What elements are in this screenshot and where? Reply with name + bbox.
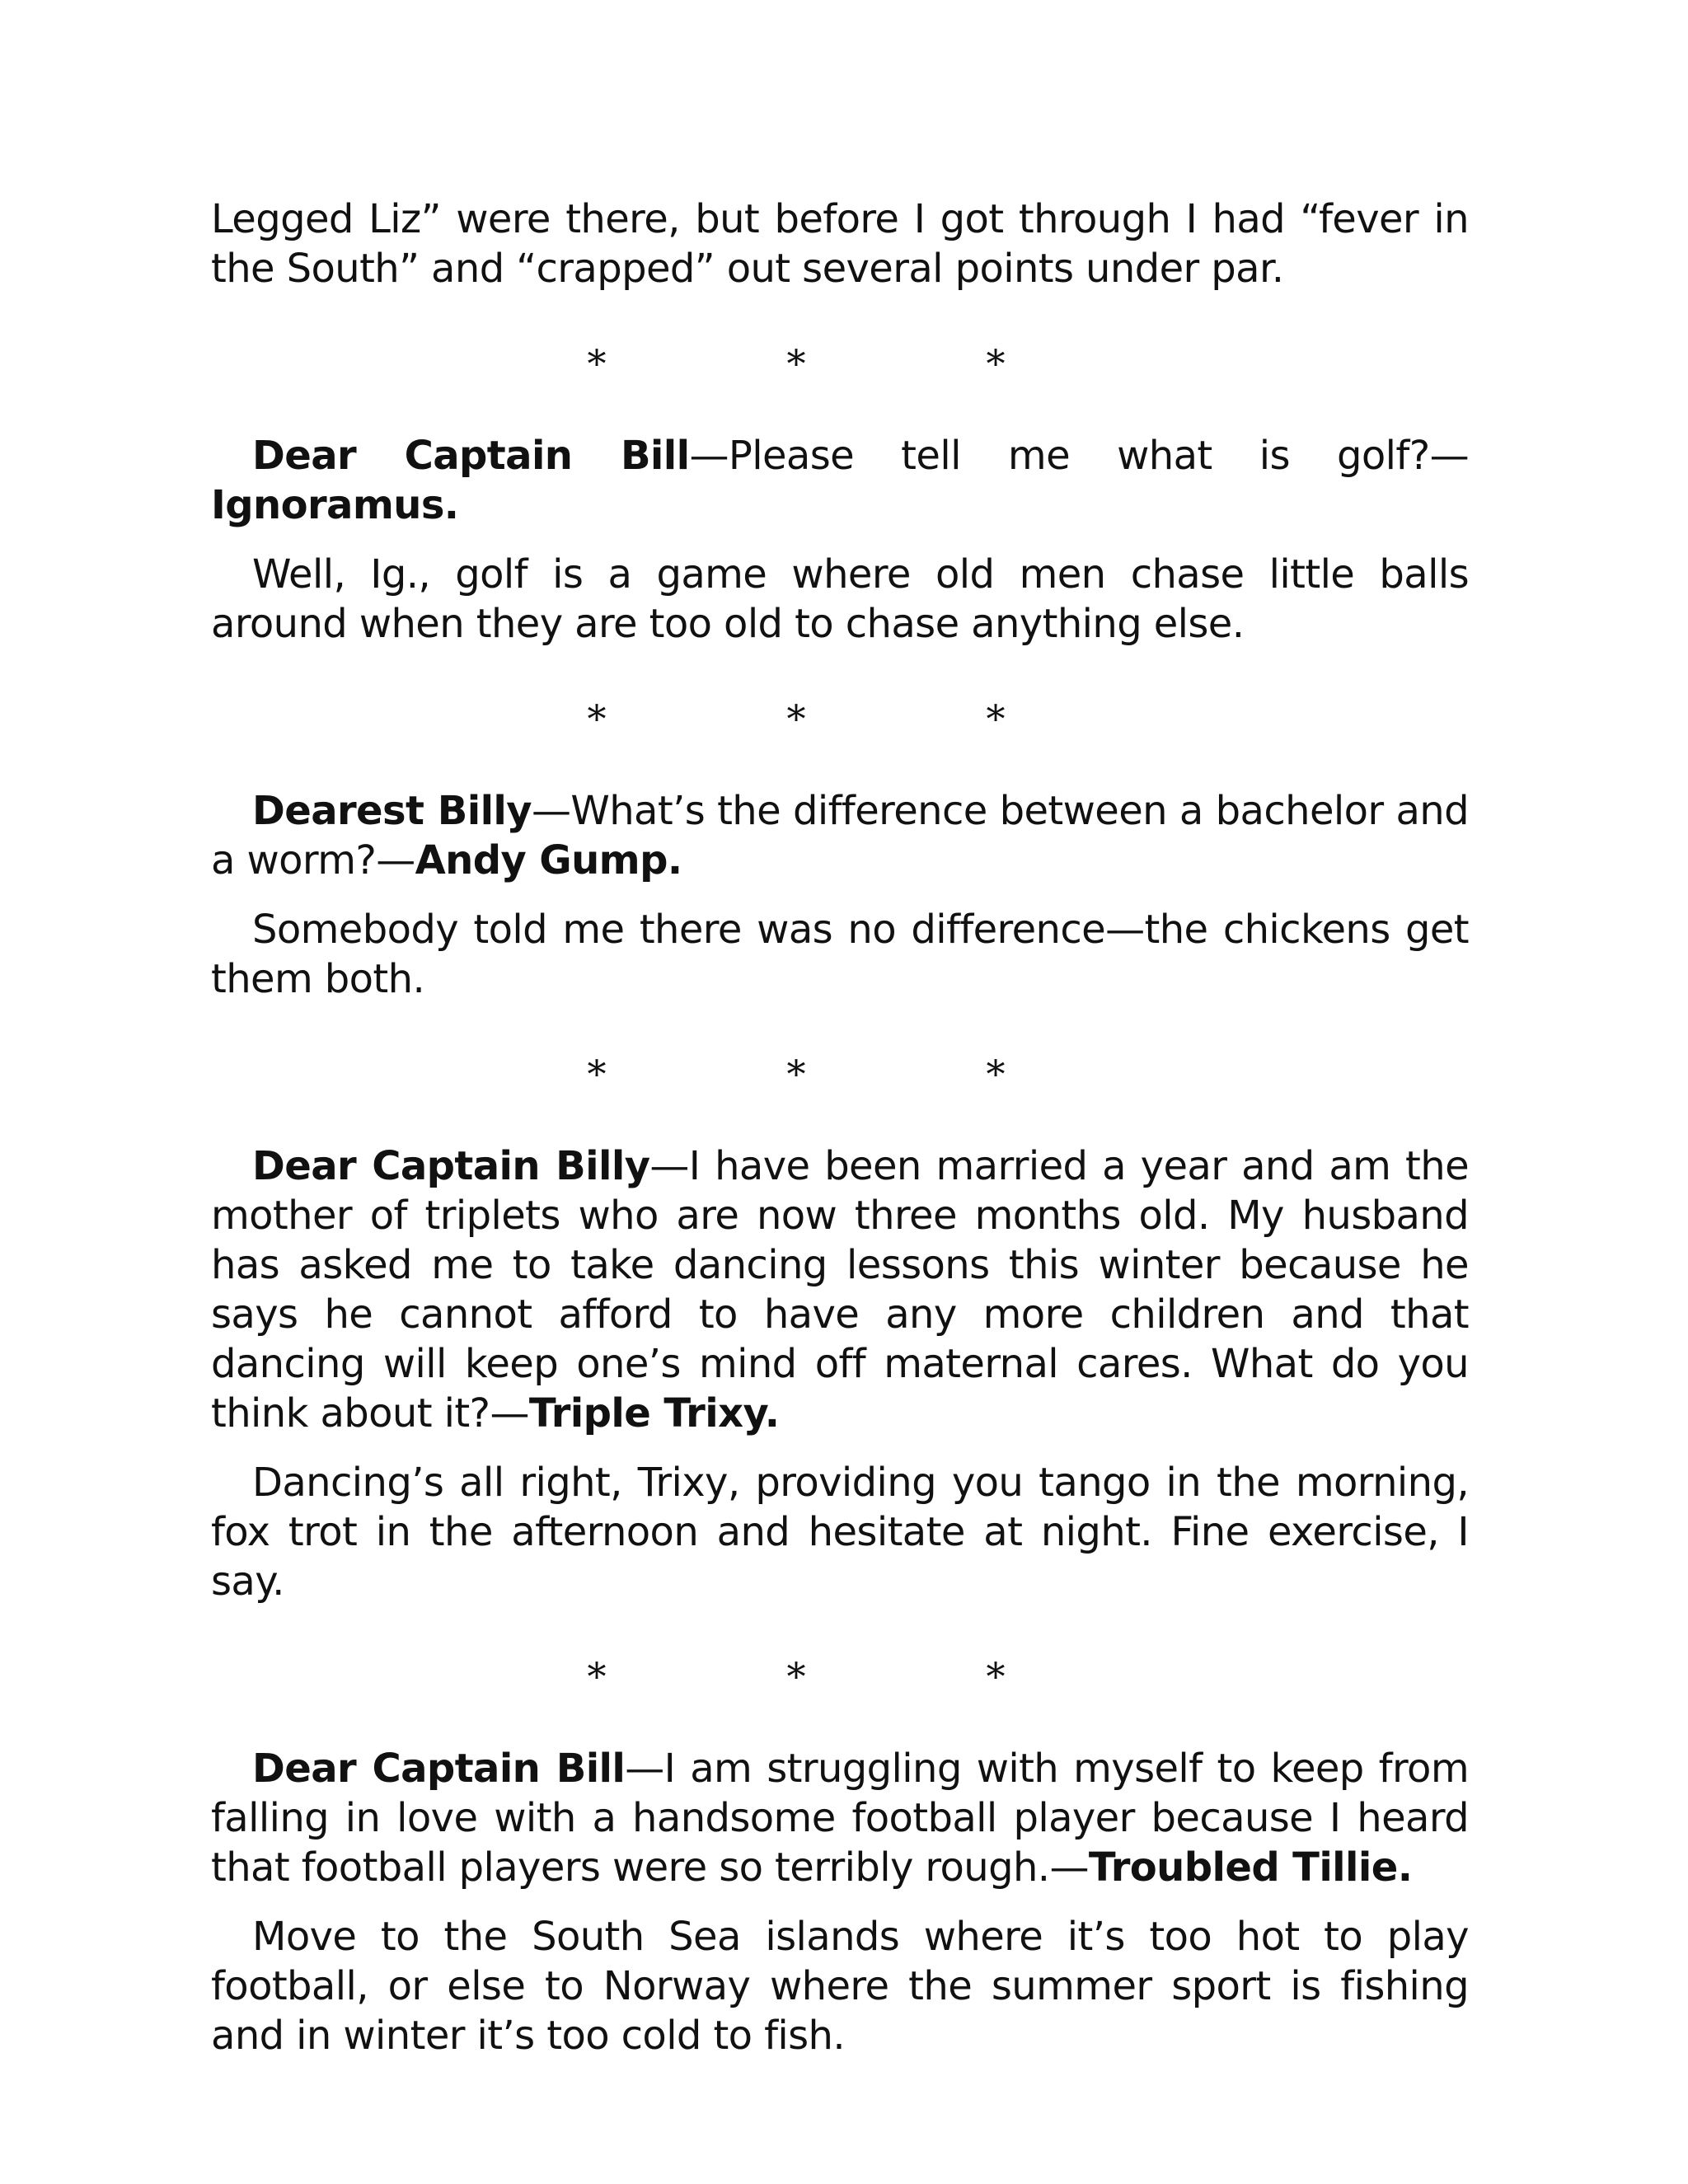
separator-asterisk: * — [587, 696, 607, 741]
separator-asterisk: * — [786, 341, 806, 386]
separator-asterisk: * — [587, 1052, 607, 1096]
letter-salutation: Dear Captain Billy — [252, 1143, 650, 1189]
letter-signature: Triple Trixy. — [528, 1390, 780, 1436]
letter-paragraph — [211, 1141, 1469, 1438]
letter-salutation: Dear Captain Bill — [252, 1746, 626, 1792]
reply-paragraph: Move to the South Sea islands where it’s too hot to play football, or else to Norway where the summer sport is fishing and in winter it’s too cold to fish. — [211, 1914, 1469, 2059]
reply-paragraph: Dancing’s all right, Trixy, providing you tango in the morning, fox trot in the afternoon and hesitate at night. Fine exercise, I say. — [211, 1460, 1469, 1605]
reply-paragraph: Well, Ig., golf is a game where old men chase little balls around when they are too old to chase anything else. — [211, 551, 1469, 647]
section-separator — [211, 339, 1469, 388]
letter-text: —I am struggling with myself to keep from falling in love with a handsome football player because I heard that football players were so terribly rough.— — [211, 1746, 1469, 1891]
reply-paragraph: Somebody told me there was no difference—the chickens get them both. — [211, 907, 1469, 1002]
continuation-paragraph: Legged Liz” were there, but before I got through I had “fever in the South” and “crapped” out several points under par. — [211, 196, 1469, 292]
letter-paragraph — [211, 431, 1469, 530]
letter-salutation: Dearest Billy — [252, 788, 532, 834]
separator-asterisk: * — [986, 1052, 1006, 1096]
section-separator — [211, 694, 1469, 743]
letter-paragraph — [211, 1744, 1469, 1892]
section-separator — [211, 1652, 1469, 1701]
letter-signature: Andy Gump. — [415, 837, 682, 883]
separator-asterisk: * — [986, 341, 1006, 386]
separator-asterisk: * — [786, 1654, 806, 1699]
separator-asterisk: * — [786, 1052, 806, 1096]
page-body — [211, 194, 1469, 2060]
letter-signature: Troubled Tillie. — [1088, 1844, 1413, 1891]
letter-text: —I have been married a year and am the mother of triplets who are now three months old. My husband has asked me to take dancing lessons this winter because he says he cannot afford to have any more children and that dancing will keep one’s mind off maternal cares. What do you think about it?— — [211, 1143, 1469, 1436]
letter-salutation: Dear Captain Bill — [252, 433, 690, 479]
separator-asterisk: * — [986, 1654, 1006, 1699]
separator-asterisk: * — [986, 696, 1006, 741]
section-separator — [211, 1049, 1469, 1099]
letter-text: —What’s the difference between a bachelor and a worm?— — [211, 788, 1469, 883]
letter-signature: Ignoramus. — [211, 482, 459, 528]
letter-paragraph — [211, 786, 1469, 885]
separator-asterisk: * — [786, 696, 806, 741]
separator-asterisk: * — [587, 341, 607, 386]
letter-text: —Please tell me what is golf?— — [689, 433, 1469, 479]
separator-asterisk: * — [587, 1654, 607, 1699]
